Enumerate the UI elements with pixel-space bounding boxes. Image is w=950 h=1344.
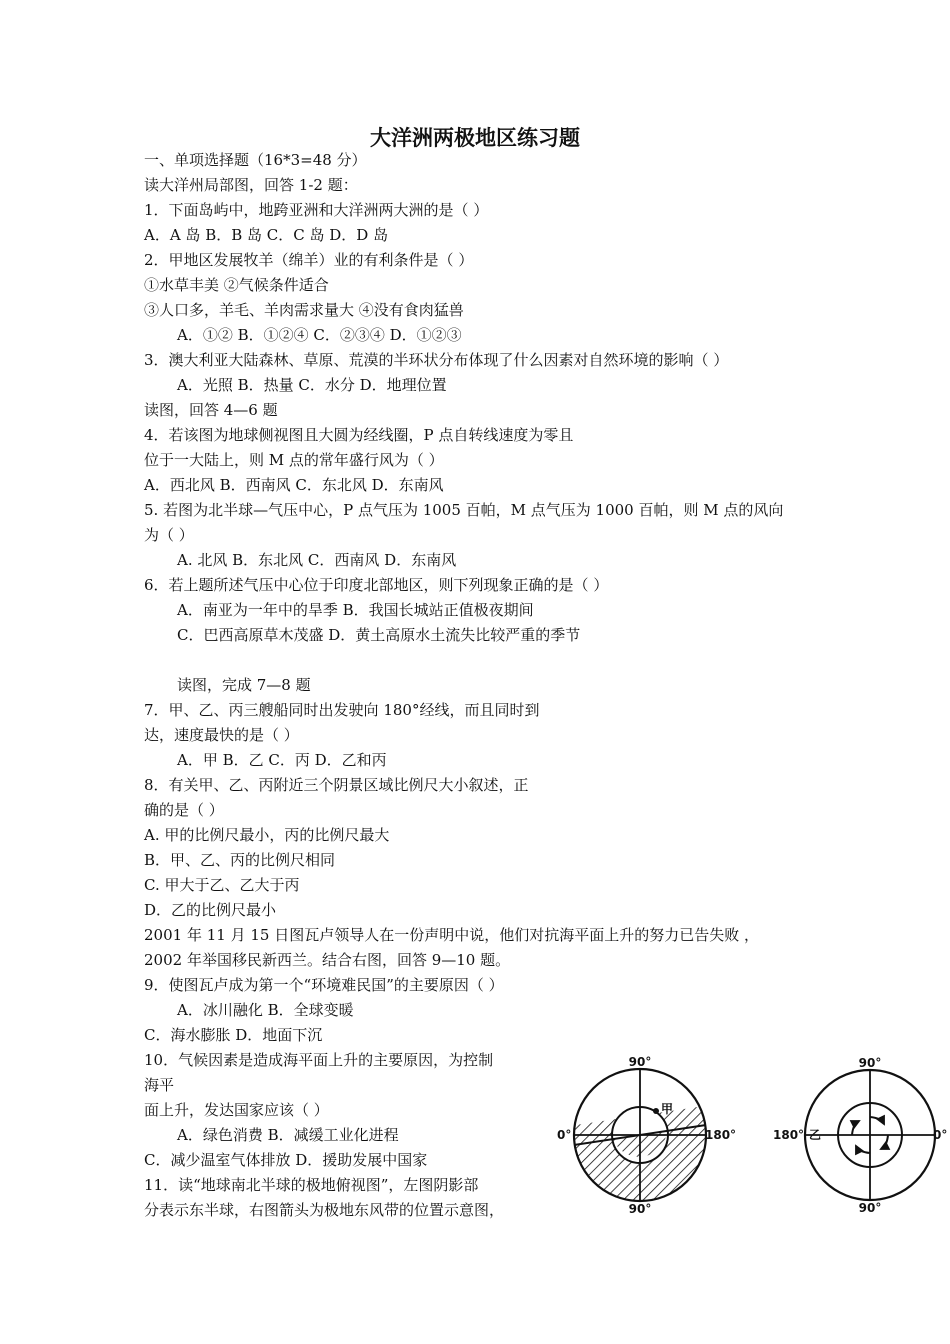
question-7-options: A．甲 B．乙 C．丙 D．乙和丙 [177,751,387,769]
question-10-options-cd: C．减少温室气体排放 D．援助发展中国家 [144,1151,428,1169]
question-10-options-ab: A．绿色消费 B．减缓工业化进程 [177,1126,399,1144]
question-3-options: A．光照 B．热量 C．水分 D．地理位置 [177,376,447,394]
point-jia-label: 甲 [661,1102,674,1116]
question-7-cont: 达，速度最快的是（ ） [144,726,299,744]
question-8-option-d: D．乙的比例尺最小 [144,901,277,919]
question-4-cont: 位于一大陆上，则 M 点的常年盛行风为（ ） [144,451,444,469]
question-2-statement-a: ①水草丰美 ②气候条件适合 [144,276,329,294]
label-right: 180° [705,1128,737,1142]
question-5-cont: 为（ ） [144,526,194,544]
label-left: 0° [557,1128,572,1142]
question-8-option-c: C. 甲大于乙、乙大于丙 [144,876,300,894]
question-2: 2．甲地区发展牧羊（绵羊）业的有利条件是（ ） [144,251,474,269]
left-polar-map [555,1055,736,1215]
question-11-cont: 分表示东半球，右图箭头为极地东风带的位置示意图， [144,1201,505,1219]
point-jia-dot [653,1108,659,1114]
question-7: 7．甲、乙、丙三艘船同时出发驶向 180°经线，而且同时到 [144,701,540,719]
arrow-icon [852,1121,859,1135]
section-heading: 一、单项选择题（16*3=48 分） [144,151,367,169]
question-3: 3．澳大利亚大陆森林、草原、荒漠的半环状分布体现了什么因素对自然环境的影响（ ） [144,351,729,369]
label-bottom: 90° [628,1202,652,1215]
question-10-cont: 面上升，发达国家应该（ ） [144,1101,329,1119]
question-6: 6．若上题所述气压中心位于印度北部地区，则下列现象正确的是（ ） [144,576,609,594]
question-5: 5. 若图为北半球—气压中心，P 点气压为 1005 百帕，M 点气压为 1000 百帕，则 M 点的风向 [144,501,784,519]
arrow-icon [870,1117,884,1124]
question-2-statement-b: ③人口多，羊毛、羊肉需求量大 ④没有食肉猛兽 [144,301,464,319]
question-8-cont: 确的是（ ） [144,801,224,819]
question-4-options: A．西北风 B．西南风 C．东北风 D．东南风 [144,476,444,494]
question-8: 8．有关甲、乙、丙附近三个阴景区域比例尺大小叙述，正 [144,776,529,794]
question-2-options: A．①② B．①②④ C．②③④ D．①②③ [177,326,462,344]
question-10-cont: 海平 [144,1076,175,1094]
instruction-line: 读图，回答 4—6 题 [144,401,278,419]
arrow-icon [881,1135,888,1149]
polar-view-figure [555,1050,950,1215]
instruction-line: 读大洋州局部图，回答 1-2 题： [144,176,358,194]
instruction-line: 读图，完成 7—8 题 [177,676,311,694]
question-1-options: A．A 岛 B．B 岛 C．C 岛 D．D 岛 [144,226,389,244]
question-9-options-ab: A．冰川融化 B．全球变暖 [177,1001,354,1019]
question-10: 10．气候因素是造成海平面上升的主要原因，为控制 [144,1051,494,1069]
question-6-options-cd: C．巴西高原草木茂盛 D．黄土高原水土流失比较严重的季节 [177,626,581,644]
question-5-options: A. 北风 B．东北风 C．西南风 D．东南风 [177,551,457,569]
passage-line: 2002 年举国移民新西兰。结合右图，回答 9—10 题。 [144,951,511,969]
point-yi-label: 乙 [809,1128,822,1142]
arrow-icon [856,1146,870,1153]
label-left: 180° [773,1128,805,1142]
question-8-option-a: A. 甲的比例尺最小，丙的比例尺最大 [144,826,390,844]
label-top: 90° [858,1056,882,1070]
question-8-option-b: B．甲、乙、丙的比例尺相同 [144,851,336,869]
question-11: 11．读“地球南北半球的极地俯视图”，左图阴影部 [144,1176,479,1194]
right-polar-map [773,1056,947,1215]
question-9: 9．使图瓦卢成为第一个“环境难民国”的主要原因（ ） [144,976,504,994]
page-title: 大洋洲两极地区练习题 [370,126,580,150]
passage-line: 2001 年 11 月 15 日图瓦卢领导人在一份声明中说，他们对抗海平面上升的努力已告失败 ， [144,926,759,944]
label-right: 0° [933,1128,948,1142]
label-top: 90° [628,1055,652,1069]
question-4: 4．若该图为地球侧视图且大圆为经线圈，P 点自转线速度为零且 [144,426,574,444]
question-1: 1．下面岛屿中，地跨亚洲和大洋洲两大洲的是（ ） [144,201,489,219]
question-9-options-cd: C．海水膨胀 D．地面下沉 [144,1026,323,1044]
label-bottom: 90° [858,1201,882,1215]
question-6-options-ab: A．南亚为一年中的旱季 B．我国长城站正值极夜期间 [177,601,534,619]
